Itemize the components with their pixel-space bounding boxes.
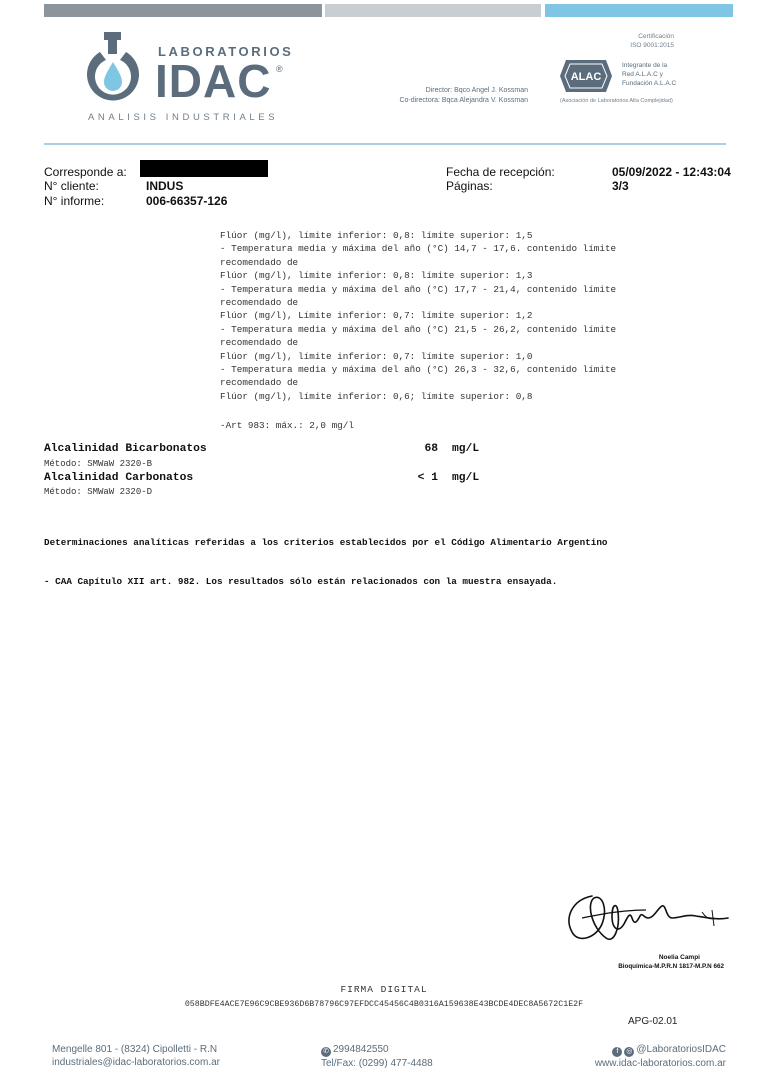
logo-subtitle: ANALISIS INDUSTRIALES — [88, 112, 279, 123]
form-code: APG-02.01 — [628, 1016, 678, 1027]
informe-value: 006-66357-126 — [146, 194, 228, 208]
corresponde-label: Corresponde a: — [44, 165, 127, 179]
fecha-value: 05/09/2022 - 12:43:04 — [612, 165, 731, 179]
firma-digital-hash: 058BDFE4ACE7E96C9CBE936D6B78796C97EFDCC45456C4B0316A159638E43BCDE4DEC8A5672C1E2F — [184, 1000, 584, 1009]
result-value: 68 — [424, 443, 438, 455]
header-divider — [44, 143, 726, 145]
conclusion-line2: - CAA Capítulo XII art. 982. Los resultados sólo están relacionados con la muestra ensayada. — [44, 576, 558, 587]
redacted-client-name — [140, 160, 268, 177]
footer-address-block — [52, 1043, 220, 1069]
result-unit: mg/L — [452, 472, 480, 484]
footer-phone-block — [321, 1043, 433, 1070]
codirector: Co-directora: Bqca Alejandra V. Kossman — [399, 97, 528, 104]
result-unit: mg/L — [452, 443, 480, 455]
fecha-label: Fecha de recepción: — [446, 165, 555, 179]
signer-title: Bioquímica-M.P.R.N 1817-M.P.N 662 — [618, 963, 724, 970]
alac-info — [622, 61, 676, 88]
firma-digital-label: FIRMA DIGITAL — [340, 984, 428, 995]
logo-idac: IDAC — [155, 55, 272, 107]
logo-registered: ® — [276, 64, 283, 74]
header-bar-gray — [44, 4, 322, 17]
result-value: < 1 — [417, 472, 438, 484]
alac-line3: Fundación A.L.A.C — [622, 80, 677, 87]
paginas-value: 3/3 — [612, 179, 629, 193]
idac-logo-icon — [80, 32, 146, 108]
conclusion-text — [44, 510, 607, 601]
signer-name: Noelia Campi — [658, 954, 700, 961]
director: Director: Bqco Angel J. Kossman — [425, 87, 528, 94]
result-name: Alcalinidad Carbonatos — [44, 472, 194, 484]
alac-line1: Integrante de la — [622, 62, 668, 69]
art-983-note: -Art 983: máx.: 2,0 mg/l — [220, 420, 354, 431]
facebook-icon: f — [612, 1047, 622, 1057]
directors-block — [360, 86, 528, 106]
informe-label: N° informe: — [44, 194, 105, 208]
footer-web: www.idac-laboratorios.com.ar — [594, 1058, 726, 1069]
footer-whatsapp: 2994842550 — [333, 1044, 389, 1055]
fluor-limits-notes: Flúor (mg/l), límite inferior: 0,8: límite superior: 1,5 - Temperatura media y máxima del año (°C) 14,7 - 17,6. contenido límite recomendado de Flúor (mg/l), límite inferior: 0,8: límite superior: 1,3 - Temperatura media y máxima del año (°C) 17,7 - 21,4, contenido límite recomendado de Flúor (mg/l), Límite inferior: 0,7: límite superior: 1,2 - Temperatura media y máxima del año (°C) 21,5 - 26,2, contenido límite recomendado de Flúor (mg/l), límite inferior: 0,7: límite superior: 1,0 - Temperatura media y máxima del año (°C) 26,3 - 32,6, contenido límite recomendado de Flúor (mg/l), límite inferior: 0,6; límite superior: 0,8 — [220, 230, 617, 402]
result-name: Alcalinidad Bicarbonatos — [44, 443, 207, 455]
conclusion-line1: Determinaciones analíticas referidas a los criterios establecidos por el Código Alimentario Argentino — [44, 537, 608, 548]
footer-web-block — [560, 1043, 726, 1070]
header-bar-blue — [545, 4, 733, 17]
whatsapp-icon: ✆ — [321, 1047, 331, 1057]
footer-social: @LaboratoriosIDAC — [636, 1044, 726, 1055]
cert-line1: Certificación — [638, 33, 674, 40]
cliente-value: INDUS — [146, 179, 184, 193]
alac-line2: Red A.L.A.C y — [622, 71, 663, 78]
logo-laboratorios: LABORATORIOS — [158, 44, 294, 59]
instagram-icon: ◎ — [626, 1048, 633, 1055]
header-bar-light — [325, 4, 541, 17]
handwritten-signature — [562, 888, 732, 950]
cliente-label: N° cliente: — [44, 179, 99, 193]
result-method: Método: SMWaW 2320-D — [44, 487, 153, 497]
paginas-label: Páginas: — [446, 179, 493, 193]
alac-badge-icon — [560, 58, 612, 94]
footer-address: Mengelle 801 - (8324) Cipolletti - R.N — [52, 1044, 218, 1055]
alac-badge-label: ALAC — [570, 71, 602, 83]
cert-line2: ISO 9001:2015 — [630, 42, 674, 49]
certification — [592, 32, 674, 50]
footer-telfax: Tel/Fax: (0299) 477-4488 — [321, 1058, 433, 1069]
alac-fullname: (Asociación de Laboratorios Alta Complejidad) — [560, 98, 673, 104]
footer-email: industriales@idac-laboratorios.com.ar — [52, 1057, 220, 1068]
result-method: Método: SMWaW 2320-B — [44, 459, 153, 469]
